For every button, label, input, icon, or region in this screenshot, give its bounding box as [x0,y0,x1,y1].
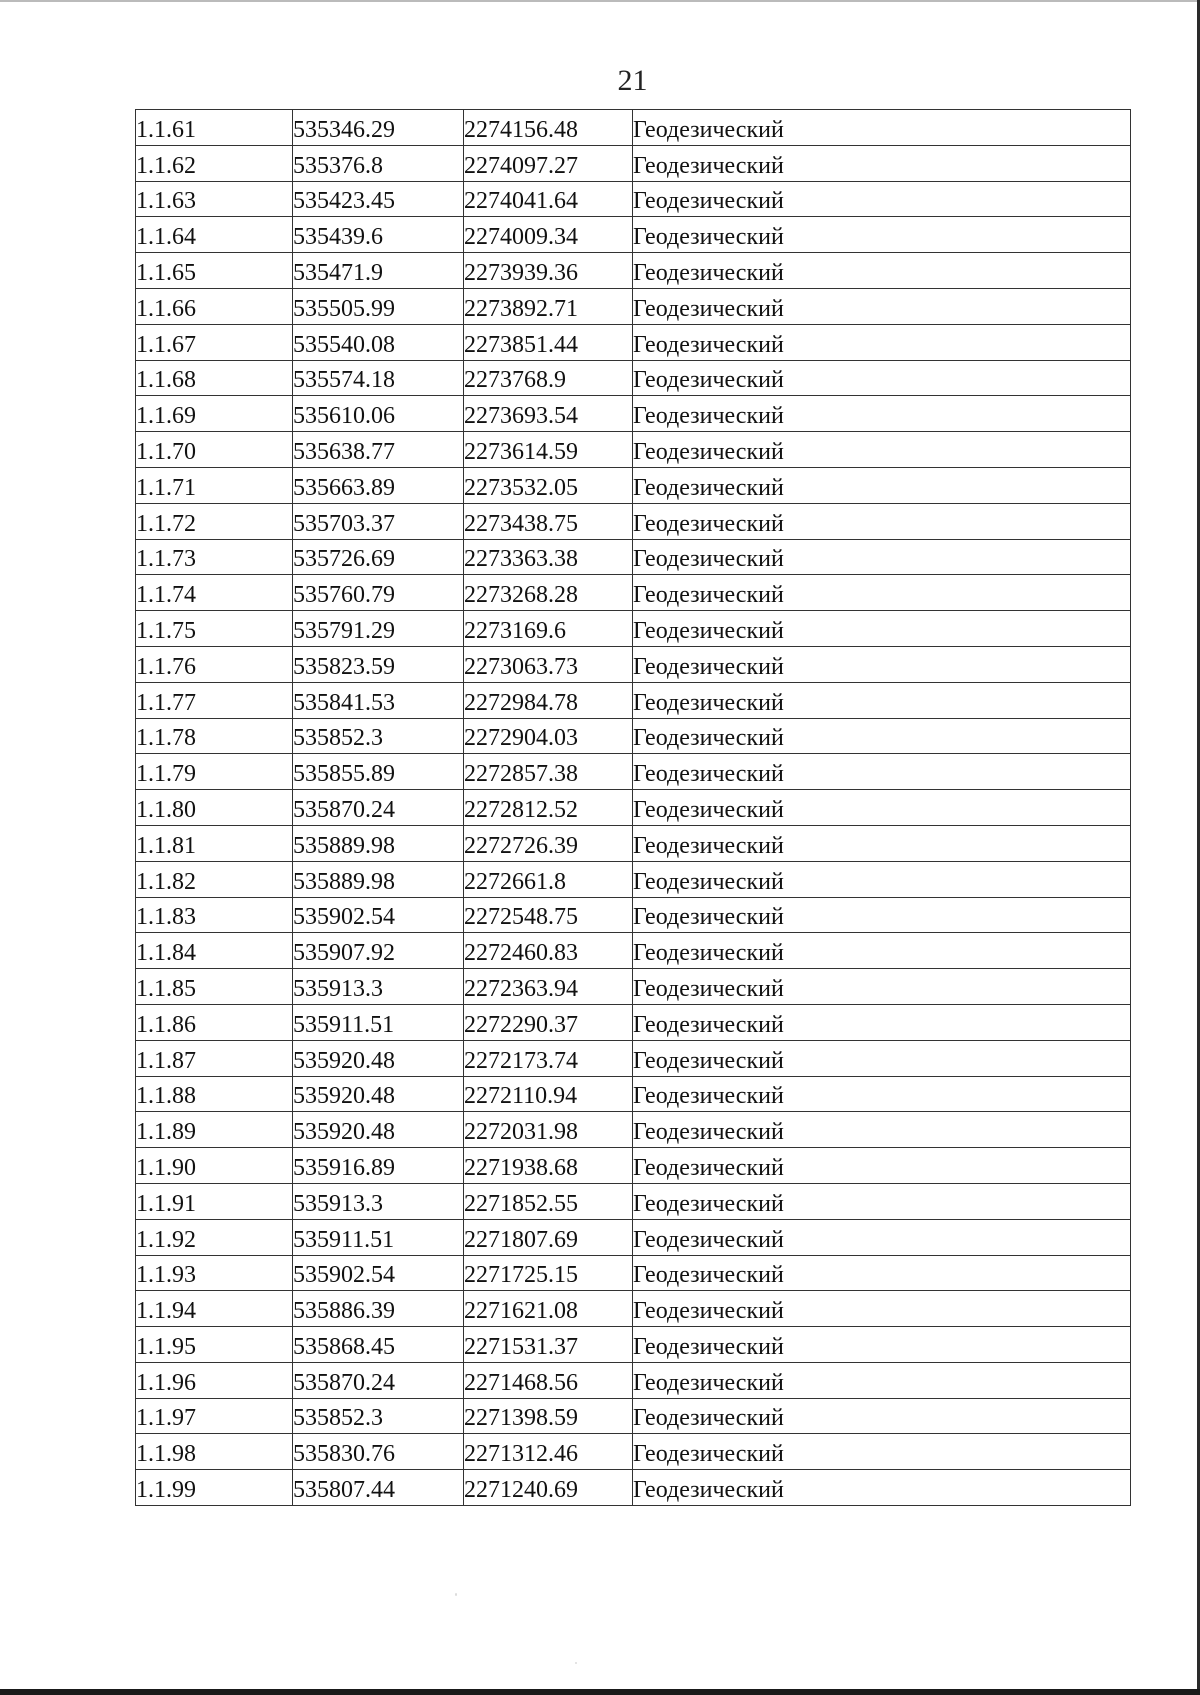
table-row [136,1183,1131,1219]
x-coordinate-cell: 535902.54 [293,1255,464,1291]
x-coordinate-cell: 535376.8 [293,145,464,181]
point-type-cell: Геодезический [633,1470,1131,1506]
x-coordinate-cell: 535852.3 [293,1398,464,1434]
point-id-cell: 1.1.79 [136,754,293,790]
table-row [136,110,1131,146]
y-coordinate-cell: 2271240.69 [464,1470,633,1506]
table-row [136,253,1131,289]
point-type-cell: Геодезический [633,1183,1131,1219]
table-row [136,1076,1131,1112]
point-id-cell: 1.1.89 [136,1112,293,1148]
y-coordinate-cell: 2273693.54 [464,396,633,432]
y-coordinate-cell: 2274009.34 [464,217,633,253]
y-coordinate-cell: 2271852.55 [464,1183,633,1219]
y-coordinate-cell: 2274041.64 [464,181,633,217]
y-coordinate-cell: 2273363.38 [464,539,633,575]
table-row [136,1291,1131,1327]
point-id-cell: 1.1.72 [136,503,293,539]
x-coordinate-cell: 535663.89 [293,467,464,503]
y-coordinate-cell: 2271807.69 [464,1219,633,1255]
x-coordinate-cell: 535540.08 [293,324,464,360]
point-id-cell: 1.1.65 [136,253,293,289]
y-coordinate-cell: 2272984.78 [464,682,633,718]
x-coordinate-cell: 535889.98 [293,861,464,897]
point-type-cell: Геодезический [633,1327,1131,1363]
x-coordinate-cell: 535870.24 [293,1362,464,1398]
x-coordinate-cell: 535920.48 [293,1076,464,1112]
point-id-cell: 1.1.68 [136,360,293,396]
point-id-cell: 1.1.91 [136,1183,293,1219]
point-id-cell: 1.1.96 [136,1362,293,1398]
point-id-cell: 1.1.77 [136,682,293,718]
point-id-cell: 1.1.80 [136,790,293,826]
point-id-cell: 1.1.70 [136,432,293,468]
table-row [136,1362,1131,1398]
x-coordinate-cell: 535902.54 [293,897,464,933]
point-type-cell: Геодезический [633,969,1131,1005]
table-row [136,324,1131,360]
table-row [136,181,1131,217]
point-id-cell: 1.1.93 [136,1255,293,1291]
table-row [136,432,1131,468]
point-type-cell: Геодезический [633,790,1131,826]
point-type-cell: Геодезический [633,1291,1131,1327]
table-row [136,360,1131,396]
point-id-cell: 1.1.87 [136,1040,293,1076]
point-type-cell: Геодезический [633,718,1131,754]
y-coordinate-cell: 2272290.37 [464,1004,633,1040]
point-id-cell: 1.1.61 [136,110,293,146]
y-coordinate-cell: 2273438.75 [464,503,633,539]
y-coordinate-cell: 2272173.74 [464,1040,633,1076]
y-coordinate-cell: 2274156.48 [464,110,633,146]
point-id-cell: 1.1.84 [136,933,293,969]
point-id-cell: 1.1.64 [136,217,293,253]
point-type-cell: Геодезический [633,503,1131,539]
point-type-cell: Геодезический [633,1398,1131,1434]
table-row [136,1040,1131,1076]
point-id-cell: 1.1.74 [136,575,293,611]
point-type-cell: Геодезический [633,682,1131,718]
x-coordinate-cell: 535830.76 [293,1434,464,1470]
point-id-cell: 1.1.99 [136,1470,293,1506]
page-number: 21 [617,64,648,97]
scan-bottom-edge [0,1689,1200,1695]
table-row [136,1255,1131,1291]
point-type-cell: Геодезический [633,253,1131,289]
point-id-cell: 1.1.71 [136,467,293,503]
point-type-cell: Геодезический [633,861,1131,897]
x-coordinate-cell: 535574.18 [293,360,464,396]
point-id-cell: 1.1.75 [136,611,293,647]
point-id-cell: 1.1.92 [136,1219,293,1255]
table-row [136,790,1131,826]
y-coordinate-cell: 2271621.08 [464,1291,633,1327]
y-coordinate-cell: 2273614.59 [464,432,633,468]
y-coordinate-cell: 2273892.71 [464,288,633,324]
x-coordinate-cell: 535760.79 [293,575,464,611]
table-row [136,1470,1131,1506]
x-coordinate-cell: 535920.48 [293,1040,464,1076]
point-id-cell: 1.1.88 [136,1076,293,1112]
y-coordinate-cell: 2272857.38 [464,754,633,790]
table-row [136,467,1131,503]
point-id-cell: 1.1.81 [136,825,293,861]
table-row [136,611,1131,647]
x-coordinate-cell: 535823.59 [293,646,464,682]
point-id-cell: 1.1.94 [136,1291,293,1327]
table-row [136,1219,1131,1255]
y-coordinate-cell: 2272110.94 [464,1076,633,1112]
point-id-cell: 1.1.82 [136,861,293,897]
y-coordinate-cell: 2271725.15 [464,1255,633,1291]
table-row [136,825,1131,861]
point-type-cell: Геодезический [633,1434,1131,1470]
point-type-cell: Геодезический [633,217,1131,253]
point-type-cell: Геодезический [633,360,1131,396]
y-coordinate-cell: 2272548.75 [464,897,633,933]
point-id-cell: 1.1.66 [136,288,293,324]
y-coordinate-cell: 2271398.59 [464,1398,633,1434]
y-coordinate-cell: 2272904.03 [464,718,633,754]
point-id-cell: 1.1.85 [136,969,293,1005]
x-coordinate-cell: 535471.9 [293,253,464,289]
point-id-cell: 1.1.83 [136,897,293,933]
x-coordinate-cell: 535505.99 [293,288,464,324]
point-id-cell: 1.1.90 [136,1148,293,1184]
scan-top-edge [0,0,1200,2]
y-coordinate-cell: 2273768.9 [464,360,633,396]
table-row [136,1112,1131,1148]
y-coordinate-cell: 2272363.94 [464,969,633,1005]
x-coordinate-cell: 535920.48 [293,1112,464,1148]
point-type-cell: Геодезический [633,897,1131,933]
y-coordinate-cell: 2272726.39 [464,825,633,861]
point-type-cell: Геодезический [633,145,1131,181]
y-coordinate-cell: 2273532.05 [464,467,633,503]
y-coordinate-cell: 2273063.73 [464,646,633,682]
point-type-cell: Геодезический [633,324,1131,360]
point-type-cell: Геодезический [633,646,1131,682]
point-id-cell: 1.1.67 [136,324,293,360]
table-row [136,503,1131,539]
x-coordinate-cell: 535870.24 [293,790,464,826]
x-coordinate-cell: 535703.37 [293,503,464,539]
point-id-cell: 1.1.95 [136,1327,293,1363]
table-row [136,969,1131,1005]
table-row [136,1398,1131,1434]
y-coordinate-cell: 2271531.37 [464,1327,633,1363]
point-id-cell: 1.1.69 [136,396,293,432]
point-type-cell: Геодезический [633,181,1131,217]
x-coordinate-cell: 535852.3 [293,718,464,754]
point-type-cell: Геодезический [633,1148,1131,1184]
point-id-cell: 1.1.97 [136,1398,293,1434]
y-coordinate-cell: 2271938.68 [464,1148,633,1184]
y-coordinate-cell: 2272460.83 [464,933,633,969]
x-coordinate-cell: 535911.51 [293,1219,464,1255]
point-type-cell: Геодезический [633,933,1131,969]
x-coordinate-cell: 535791.29 [293,611,464,647]
y-coordinate-cell: 2273169.6 [464,611,633,647]
y-coordinate-cell: 2271468.56 [464,1362,633,1398]
x-coordinate-cell: 535913.3 [293,1183,464,1219]
table-row [136,539,1131,575]
point-type-cell: Геодезический [633,575,1131,611]
table-row [136,897,1131,933]
point-type-cell: Геодезический [633,110,1131,146]
point-id-cell: 1.1.63 [136,181,293,217]
table-row [136,1148,1131,1184]
table-row [136,861,1131,897]
y-coordinate-cell: 2273939.36 [464,253,633,289]
point-type-cell: Геодезический [633,611,1131,647]
x-coordinate-cell: 535889.98 [293,825,464,861]
point-id-cell: 1.1.73 [136,539,293,575]
y-coordinate-cell: 2274097.27 [464,145,633,181]
x-coordinate-cell: 535855.89 [293,754,464,790]
table-row [136,933,1131,969]
point-type-cell: Геодезический [633,825,1131,861]
point-type-cell: Геодезический [633,288,1131,324]
x-coordinate-cell: 535439.6 [293,217,464,253]
y-coordinate-cell: 2272661.8 [464,861,633,897]
point-type-cell: Геодезический [633,432,1131,468]
point-type-cell: Геодезический [633,396,1131,432]
x-coordinate-cell: 535346.29 [293,110,464,146]
table-row [136,1434,1131,1470]
table-row [136,396,1131,432]
point-id-cell: 1.1.76 [136,646,293,682]
y-coordinate-cell: 2272812.52 [464,790,633,826]
scan-speck [455,1593,457,1596]
table-row [136,145,1131,181]
table-row [136,754,1131,790]
x-coordinate-cell: 535638.77 [293,432,464,468]
x-coordinate-cell: 535916.89 [293,1148,464,1184]
y-coordinate-cell: 2271312.46 [464,1434,633,1470]
table-row [136,1327,1131,1363]
point-type-cell: Геодезический [633,1255,1131,1291]
point-id-cell: 1.1.86 [136,1004,293,1040]
x-coordinate-cell: 535913.3 [293,969,464,1005]
point-type-cell: Геодезический [633,1076,1131,1112]
table-row [136,646,1131,682]
point-id-cell: 1.1.62 [136,145,293,181]
x-coordinate-cell: 535726.69 [293,539,464,575]
x-coordinate-cell: 535807.44 [293,1470,464,1506]
point-type-cell: Геодезический [633,1004,1131,1040]
point-type-cell: Геодезический [633,1362,1131,1398]
point-type-cell: Геодезический [633,1219,1131,1255]
x-coordinate-cell: 535841.53 [293,682,464,718]
y-coordinate-cell: 2273851.44 [464,324,633,360]
x-coordinate-cell: 535907.92 [293,933,464,969]
x-coordinate-cell: 535423.45 [293,181,464,217]
y-coordinate-cell: 2273268.28 [464,575,633,611]
x-coordinate-cell: 535911.51 [293,1004,464,1040]
table-row [136,1004,1131,1040]
point-type-cell: Геодезический [633,539,1131,575]
y-coordinate-cell: 2272031.98 [464,1112,633,1148]
coordinates-table [135,109,1131,1506]
table-row [136,217,1131,253]
scan-speck [575,1662,577,1664]
table-row [136,682,1131,718]
point-type-cell: Геодезический [633,1040,1131,1076]
table-row [136,288,1131,324]
table-row [136,575,1131,611]
point-type-cell: Геодезический [633,1112,1131,1148]
coordinates-table-body [136,110,1131,1506]
x-coordinate-cell: 535610.06 [293,396,464,432]
point-type-cell: Геодезический [633,754,1131,790]
x-coordinate-cell: 535868.45 [293,1327,464,1363]
x-coordinate-cell: 535886.39 [293,1291,464,1327]
point-type-cell: Геодезический [633,467,1131,503]
table-row [136,718,1131,754]
point-id-cell: 1.1.98 [136,1434,293,1470]
point-id-cell: 1.1.78 [136,718,293,754]
